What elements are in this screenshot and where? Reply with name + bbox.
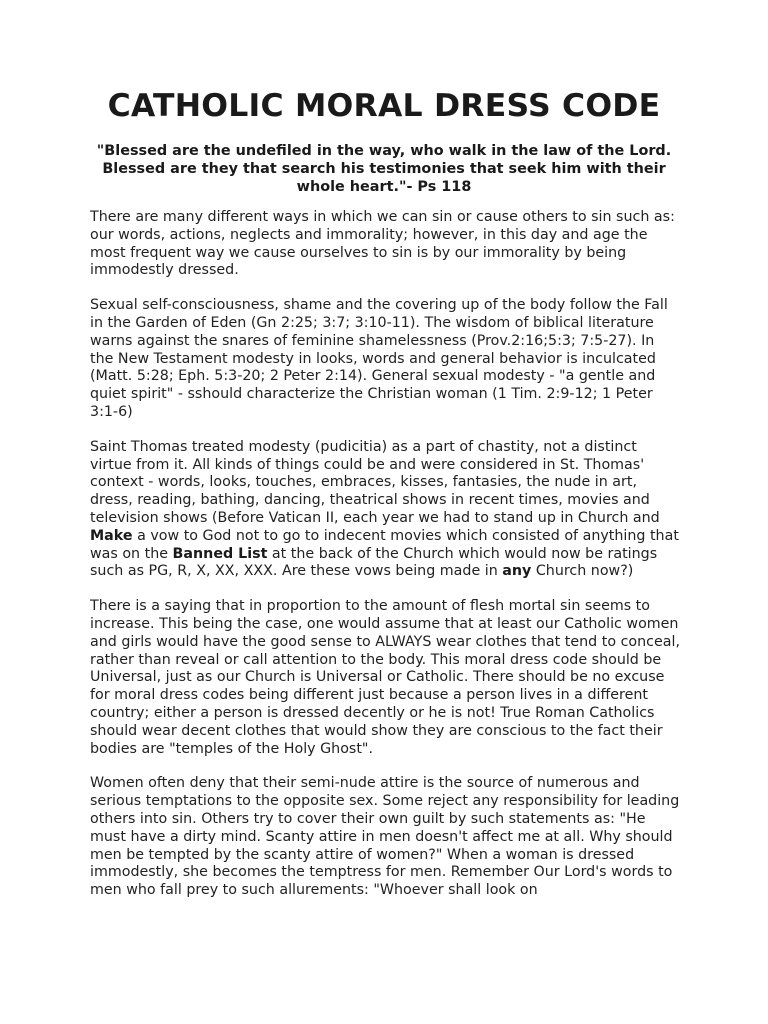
epigraph-quote: "Blessed are the undefiled in the way, who walk in the law of the Lord. Blessed are they that search his testimonies that seek him with their whole heart."- Ps 118 <box>96 143 672 195</box>
paragraph-4: There is a saying that in proportion to the amount of flesh mortal sin seems to increase. This being the case, one would assume that at least our Catholic women and girls would have the good sense to ALWAYS wear clothes that tend to conceal, rather than reveal or call attention to the body. This moral dress code should be Universal, just as our Church is Universal or Catholic. There should be no excuse for moral dress codes being different just because a person lives in a different country; either a person is dressed decently or he is not! True Roman Catholics should wear decent clothes that would show they are conscious to the fact their bodies are "temples of the Holy Ghost". <box>90 598 680 757</box>
paragraph-1: There are many different ways in which we can sin or cause others to sin such as: our words, actions, neglects and immorality; however, in this day and age the most frequent way we cause ourselves to sin is by our immorality by being immodestly dressed. <box>90 209 675 279</box>
emphasis-make: Make <box>90 527 133 544</box>
emphasis-banned-list: Banned List <box>172 545 268 562</box>
paragraph-3 <box>90 439 682 581</box>
emphasis-any: any <box>502 563 532 580</box>
document-body <box>90 209 682 917</box>
paragraph-5: Women often deny that their semi-nude attire is the source of numerous and serious temptations to the opposite sex. Some reject any responsibility for leading others into sin. Others try to cover their own guilt by such statements as: "He must have a dirty mind. Scanty attire in men doesn't affect me at all. Why should men be tempted by the scanty attire of women?" When a woman is dressed immodestly, she becomes the temptress for men. Remember Our Lord's words to men who fall prey to such allurements: "Whoever shall look on <box>90 775 680 899</box>
paragraph-3-text-4: Church now?) <box>531 563 634 580</box>
paragraph-3-text-2: a vow to God not to go to indecent movies which consisted of anything that was on the <box>90 527 679 562</box>
paragraph-3-text-3: at the back of the Church which would now be ratings such as PG, R, X, XX, XXX. Are these vows being made in <box>90 545 658 580</box>
paragraph-2: Sexual self-consciousness, shame and the covering up of the body follow the Fall in the Garden of Eden (Gn 2:25; 3:7; 3:10-11). The wisdom of biblical literature warns against the snares of feminine shamelessness (Prov.2:16;5:3; 7:5-27). In the New Testament modesty in looks, words and general behavior is inculcated (Matt. 5:28; Eph. 5:3-20; 2 Peter 2:14). General sexual modesty - "a gentle and quiet spirit" - sshould characterize the Christian woman (1 Tim. 2:9-12; 1 Peter 3:1-6) <box>90 297 668 420</box>
paragraph-3-text-1: Saint Thomas treated modesty (pudicitia) as a part of chastity, not a distinct virtue from it. All kinds of things could be and were considered in St. Thomas' context - words, looks, touches, embraces, kisses, fantasies, the nude in art, dress, reading, bathing, dancing, theatrical shows in recent times, movies and television shows (Before Vatican II, each year we had to stand up in Church and <box>90 438 660 526</box>
document-title: CATHOLIC MORAL DRESS CODE <box>107 88 661 124</box>
